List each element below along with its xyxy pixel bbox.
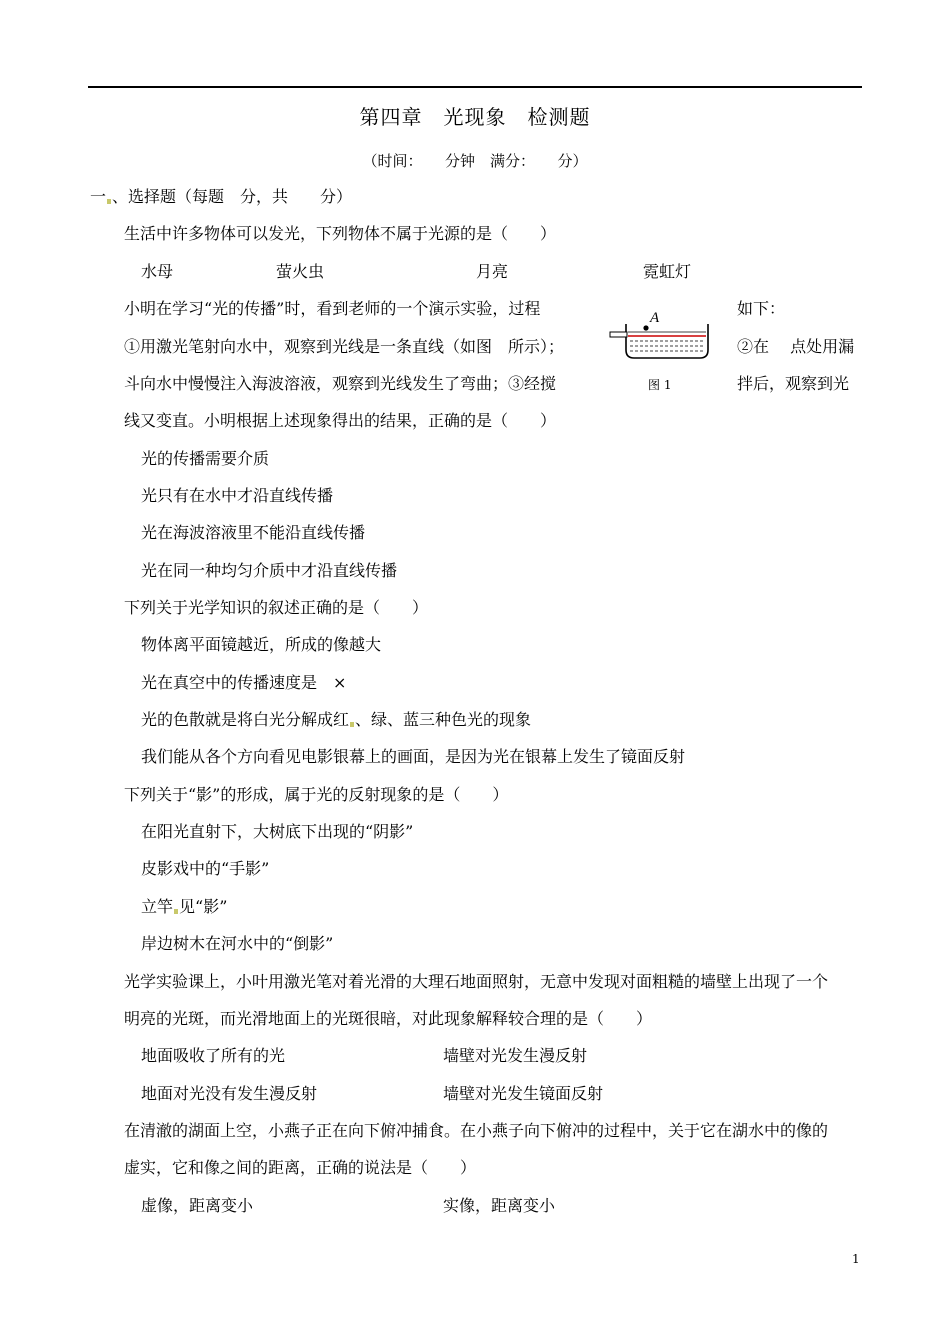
q6-line2: 虚实，它和像之间的距离，正确的说法是（ ） (124, 1158, 477, 1177)
q4-option-d: 岸边树木在河水中的“倒影” (141, 934, 334, 953)
highlight-mark (350, 722, 354, 727)
q2-line1-right: 如下： (737, 299, 786, 318)
q5-option-b: 墙壁对光发生漫反射 (443, 1046, 588, 1065)
laser-pen (610, 332, 627, 337)
point-a-dot (643, 325, 648, 330)
q6-option-a: 虚像，距离变小 (141, 1196, 254, 1215)
q2-line3: 斗向水中慢慢注入海波溶液，观察到光线发生了弯曲；③经搅 (124, 374, 557, 393)
q1-option-a: 水母 (141, 262, 174, 281)
point-a-label: A (650, 310, 660, 326)
q2-line3-right: 拌后，观察到光 (737, 374, 850, 393)
q5-option-a: 地面吸收了所有的光 (141, 1046, 286, 1065)
header-rule (88, 86, 862, 88)
q3-stem: 下列关于光学知识的叙述正确的是（ ） (124, 598, 429, 617)
q6-line1: 在清澈的湖面上空，小燕子正在向下俯冲捕食。在小燕子向下俯冲的过程中，关于它在湖水中的像的 (124, 1121, 829, 1140)
q1-stem: 生活中许多物体可以发光，下列物体不属于光源的是（ ） (124, 224, 557, 243)
q3-option-d: 我们能从各个方向看见电影银幕上的画面，是因为光在银幕上发生了镜面反射 (141, 747, 686, 766)
q2-line1: 小明在学习“光的传播”时，看到老师的一个演示实验，过程 (124, 299, 541, 318)
page-number: 1 (852, 1252, 860, 1266)
q5-option-d: 墙壁对光发生镜面反射 (443, 1084, 604, 1103)
q2-line2: ①用激光笔射向水中，观察到光线是一条直线（如图 所示）； (124, 337, 565, 356)
highlight-mark (107, 199, 111, 204)
q1-option-c: 月亮 (476, 262, 509, 281)
q5-line2: 明亮的光斑，而光滑地面上的光斑很暗，对此现象解释较合理的是（ ） (124, 1009, 653, 1028)
q3-option-c: 光的色散就是将白光分解成红 、绿、蓝三种色光的现象 (141, 710, 532, 729)
q2-option-c: 光在海波溶液里不能沿直线传播 (141, 523, 366, 542)
q3-option-a: 物体离平面镜越近，所成的像越大 (141, 635, 382, 654)
q2-line2-right: ②在 点处用漏 (737, 337, 855, 356)
q6-option-b: 实像，距离变小 (443, 1196, 556, 1215)
highlight-mark (174, 909, 178, 914)
q1-option-b: 萤火虫 (276, 262, 325, 281)
q3-option-b: 光在真空中的传播速度是 × (141, 673, 347, 692)
q4-option-b: 皮影戏中的“手影” (141, 859, 270, 878)
figure-caption: 图 1 (648, 378, 672, 392)
page-title: 第四章 光现象 检测题 (359, 105, 591, 129)
q2-option-b: 光只有在水中才沿直线传播 (141, 486, 334, 505)
q2-option-d: 光在同一种均匀介质中才沿直线传播 (141, 561, 398, 580)
page-subtitle: （时间： 分钟 满分： 分） (362, 152, 588, 170)
q5-option-c: 地面对光没有发生漫反射 (141, 1084, 318, 1103)
section-heading: 一 、选择题（每题 分，共 分） (90, 187, 353, 206)
q2-option-a: 光的传播需要介质 (141, 449, 270, 468)
q2-line4: 线又变直。小明根据上述现象得出的结果，正确的是（ ） (124, 411, 557, 430)
q4-option-a: 在阳光直射下，大树底下出现的“阴影” (141, 822, 414, 841)
q4-stem: 下列关于“影”的形成，属于光的反射现象的是（ ） (124, 785, 509, 804)
q1-option-d: 霓虹灯 (643, 262, 692, 281)
q5-line1: 光学实验课上，小叶用激光笔对着光滑的大理石地面照射，无意中发现对面粗糙的墙壁上出现了一个 (124, 972, 829, 991)
q4-option-c: 立竿 见“影” (141, 897, 228, 916)
